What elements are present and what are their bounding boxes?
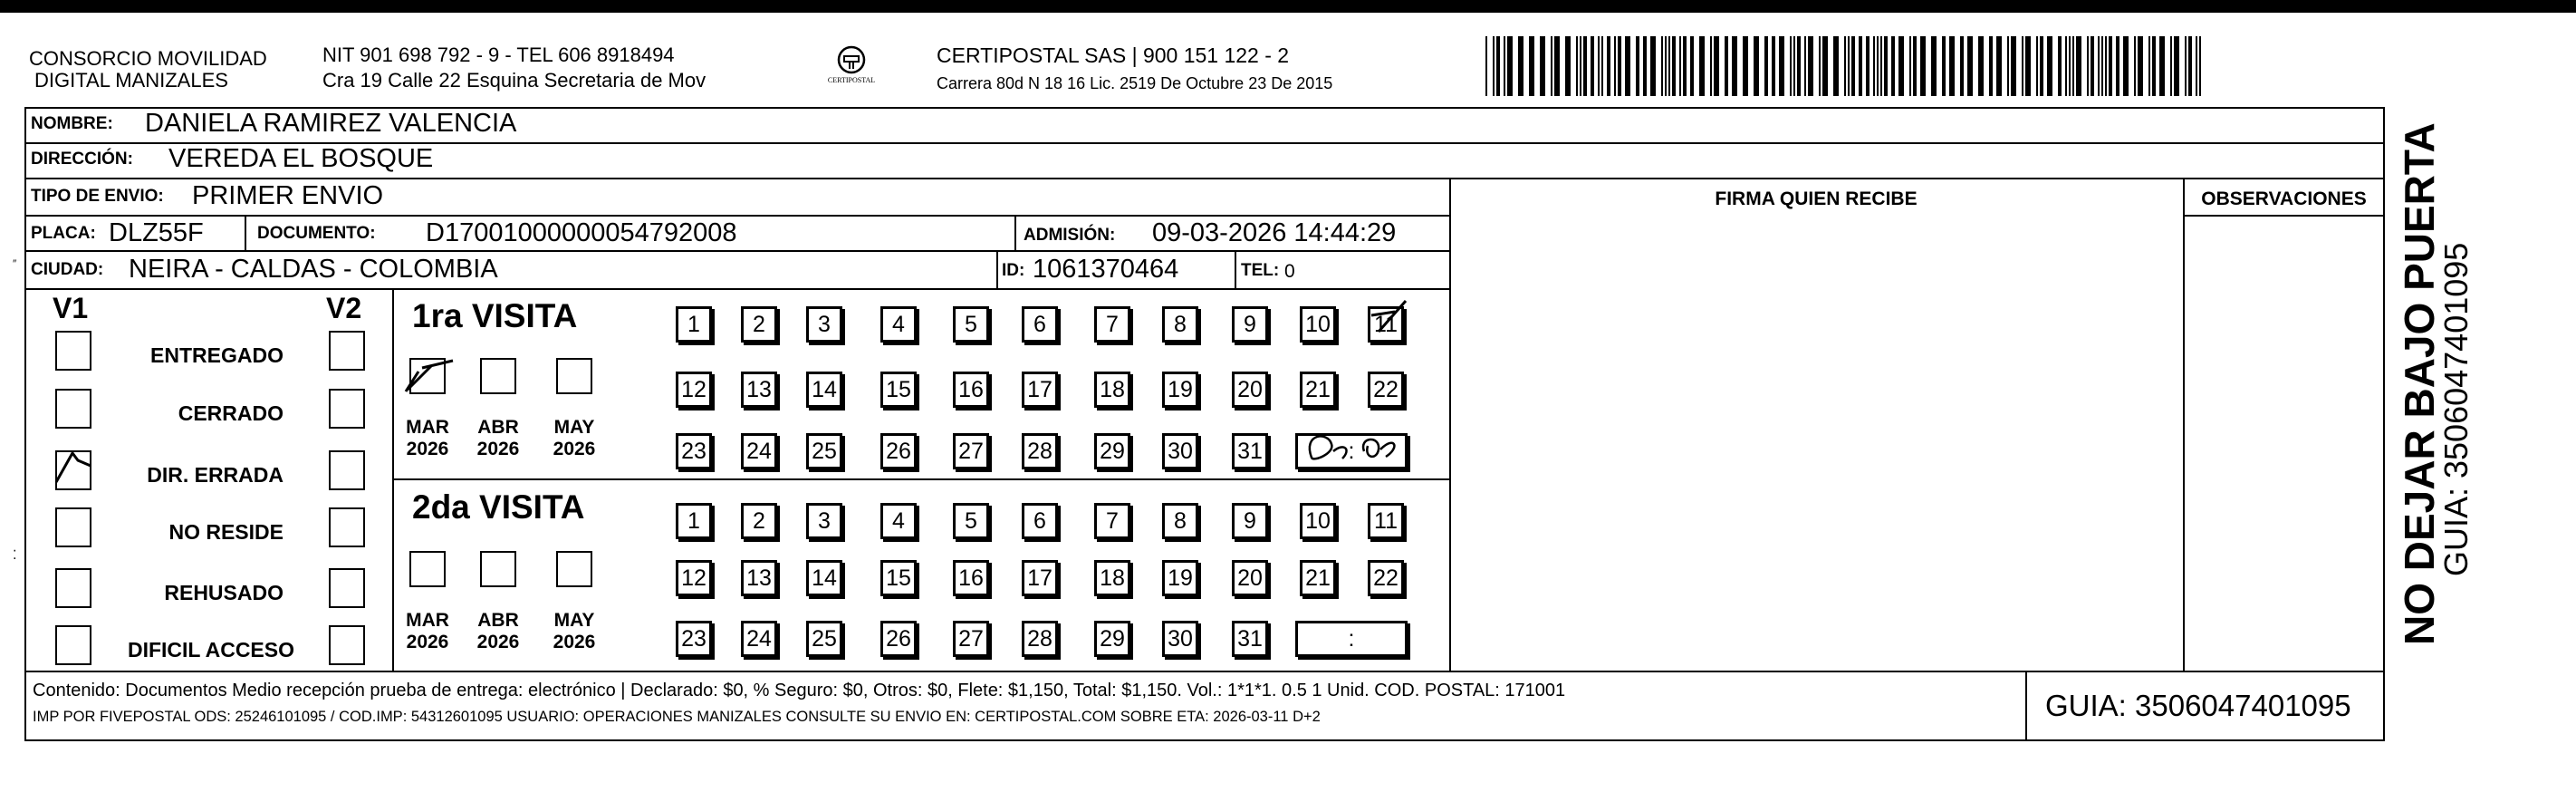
day-box[interactable]: 31	[1232, 621, 1268, 657]
day-box[interactable]: 17	[1022, 560, 1058, 596]
side-guia: GUIA: 3506047401095	[2437, 242, 2475, 576]
month-name: MAR	[406, 610, 449, 631]
day-box[interactable]: 8	[1162, 503, 1198, 539]
day-box[interactable]: 17	[1022, 372, 1058, 408]
id-label: ID:	[1002, 261, 1025, 280]
day-box[interactable]: 16	[953, 372, 989, 408]
carrier-line1: CERTIPOSTAL SAS | 900 151 122 - 2	[937, 43, 1290, 67]
footer-line2: IMP POR FIVEPOSTAL ODS: 25246101095 / COD.IMP: 54312601095 USUARIO: OPERACIONES MANIZALES CONSULTE SU ENVIO EN: CERTIPOSTAL.COM SOBRE ETA: 2026-03-11 D+2	[33, 709, 1321, 725]
day-box[interactable]: 25	[806, 621, 842, 657]
nombre-label: NOMBRE:	[31, 114, 113, 133]
tipo-envio-value: PRIMER ENVIO	[192, 181, 384, 210]
day-box[interactable]: 3	[806, 306, 842, 343]
footer-line1: Contenido: Documentos Medio recepción prueba de entrega: electrónico | Declarado: $0, % Seguro: $0, Otros: $0, Flete: $1,150, Total: $1,150. Vol.: 1*1*1. 0.5 1 Unid. COD. POSTAL: 171001	[33, 681, 1566, 700]
day-box[interactable]: 9	[1232, 503, 1268, 539]
tipo-envio-label: TIPO DE ENVIO:	[31, 187, 164, 206]
day-box[interactable]: 28	[1022, 621, 1058, 657]
day-11-check-mark	[1371, 301, 1406, 332]
admision-value: 09-03-2026 14:44:29	[1152, 218, 1397, 247]
day-box[interactable]: 19	[1162, 372, 1198, 408]
day-box[interactable]: 18	[1094, 372, 1130, 408]
day-box[interactable]: 5	[953, 306, 989, 343]
tel-label: TEL:	[1241, 261, 1280, 280]
month-name: MAR	[406, 417, 449, 438]
day-box[interactable]: 27	[953, 433, 989, 469]
month-year: 2026	[476, 632, 520, 653]
month-name: ABR	[477, 610, 519, 631]
day-box[interactable]: 15	[880, 560, 917, 596]
month-name: MAY	[553, 610, 595, 631]
day-box[interactable]: 13	[741, 372, 777, 408]
day-box[interactable]: 5	[953, 503, 989, 539]
v2-header: V2	[326, 292, 362, 324]
nombre-value: DANIELA RAMIREZ VALENCIA	[145, 109, 517, 138]
day-box[interactable]: 26	[880, 433, 917, 469]
id-value: 1061370464	[1033, 255, 1179, 284]
day-box[interactable]: 12	[676, 372, 712, 408]
nit-line: NIT 901 698 792 - 9 - TEL 606 8918494	[322, 43, 675, 66]
status-label: ENTREGADO	[150, 343, 284, 367]
day-box[interactable]: 8	[1162, 306, 1198, 343]
day-box[interactable]: 25	[806, 433, 842, 469]
signature-scribble	[1310, 436, 1347, 459]
day-box[interactable]: 21	[1300, 560, 1336, 596]
day-box[interactable]: 14	[806, 560, 842, 596]
mar-check-mark	[406, 361, 453, 391]
day-box[interactable]: 29	[1094, 621, 1130, 657]
observaciones-header: OBSERVACIONES	[2201, 188, 2367, 209]
day-box[interactable]: 24	[741, 621, 777, 657]
status-label: CERRADO	[178, 401, 284, 425]
day-box[interactable]: 23	[676, 433, 712, 469]
day-box[interactable]: 6	[1022, 503, 1058, 539]
day-box[interactable]: 11	[1368, 306, 1404, 343]
status-label: DIR. ERRADA	[147, 463, 284, 487]
day-box[interactable]: 16	[953, 560, 989, 596]
day-box[interactable]: 27	[953, 621, 989, 657]
first-visit-title: 1ra VISITA	[412, 297, 578, 334]
day-box[interactable]: 10	[1300, 503, 1336, 539]
day-box[interactable]: 6	[1022, 306, 1058, 343]
admision-label: ADMISIÓN:	[1024, 226, 1116, 245]
ciudad-value: NEIRA - CALDAS - COLOMBIA	[129, 255, 498, 284]
placa-value: DLZ55F	[109, 218, 204, 247]
day-box[interactable]: 18	[1094, 560, 1130, 596]
company-name-line2: DIGITAL MANIZALES	[34, 69, 228, 92]
day-box[interactable]: 4	[880, 503, 917, 539]
stray-mark: ″	[13, 257, 17, 270]
company-name-line1: CONSORCIO MOVILIDAD	[29, 47, 267, 70]
carrier-line2: Carrera 80d N 18 16 Lic. 2519 De Octubre 23 De 2015	[937, 74, 1333, 92]
day-box[interactable]: 30	[1162, 621, 1198, 657]
day-box[interactable]: 11	[1368, 503, 1404, 539]
day-box[interactable]: 2	[741, 503, 777, 539]
direccion-value: VEREDA EL BOSQUE	[168, 144, 434, 173]
day-box[interactable]: 20	[1232, 372, 1268, 408]
status-label: NO RESIDE	[168, 520, 284, 544]
day-box[interactable]: 28	[1022, 433, 1058, 469]
day-box[interactable]: 10	[1300, 306, 1336, 343]
status-label: REHUSADO	[164, 581, 284, 604]
day-box[interactable]: 19	[1162, 560, 1198, 596]
day-box[interactable]: 21	[1300, 372, 1336, 408]
day-box[interactable]: 23	[676, 621, 712, 657]
placa-label: PLACA:	[31, 224, 96, 243]
guia-box: GUIA: 3506047401095	[2045, 689, 2351, 722]
day-box[interactable]: 26	[880, 621, 917, 657]
month-year: 2026	[476, 439, 520, 460]
day-box[interactable]: 15	[880, 372, 917, 408]
day-box[interactable]: 20	[1232, 560, 1268, 596]
dir-errada-check-mark	[56, 453, 91, 482]
no-dejar-bajo-puerta: NO DEJAR BAJO PUERTA	[2396, 122, 2443, 645]
day-box[interactable]: 7	[1094, 503, 1130, 539]
stray-mark: ⁚	[13, 547, 17, 562]
day-box[interactable]: 30	[1162, 433, 1198, 469]
second-visit-title: 2da VISITA	[412, 488, 585, 526]
month-name: ABR	[477, 417, 519, 438]
day-box[interactable]: 22	[1368, 560, 1404, 596]
day-box[interactable]: 3	[806, 503, 842, 539]
day-box[interactable]: 13	[741, 560, 777, 596]
documento-value: D17001000000054792008	[426, 218, 737, 247]
day-box[interactable]: 7	[1094, 306, 1130, 343]
month-name: MAY	[553, 417, 595, 438]
day-box[interactable]: 2	[741, 306, 777, 343]
address-line: Cra 19 Calle 22 Esquina Secretaria de Mov	[322, 69, 706, 92]
tel-value: 0	[1284, 261, 1295, 282]
documento-label: DOCUMENTO:	[257, 224, 376, 243]
v1-header: V1	[53, 292, 89, 324]
direccion-label: DIRECCIÓN:	[31, 150, 133, 169]
month-year: 2026	[553, 632, 596, 653]
day-box[interactable]: 1	[676, 306, 712, 343]
time-scribble	[1363, 439, 1394, 457]
day-box[interactable]: 1	[676, 503, 712, 539]
day-box[interactable]: 31	[1232, 433, 1268, 469]
month-year: 2026	[406, 439, 449, 460]
day-box[interactable]: 12	[676, 560, 712, 596]
month-year: 2026	[553, 439, 596, 460]
logo-text: CERTIPOSTAL	[827, 76, 876, 84]
day-box[interactable]: 29	[1094, 433, 1130, 469]
time-colon: :	[1348, 439, 1355, 464]
ciudad-label: CIUDAD:	[31, 260, 104, 279]
day-box[interactable]: 22	[1368, 372, 1404, 408]
month-year: 2026	[406, 632, 449, 653]
day-box[interactable]: 9	[1232, 306, 1268, 343]
status-label: DIFICIL ACCESO	[127, 638, 294, 662]
firma-header: FIRMA QUIEN RECIBE	[1715, 188, 1918, 209]
time-colon: :	[1348, 626, 1355, 652]
day-box[interactable]: 4	[880, 306, 917, 343]
day-box[interactable]: 14	[806, 372, 842, 408]
day-box[interactable]: 24	[741, 433, 777, 469]
